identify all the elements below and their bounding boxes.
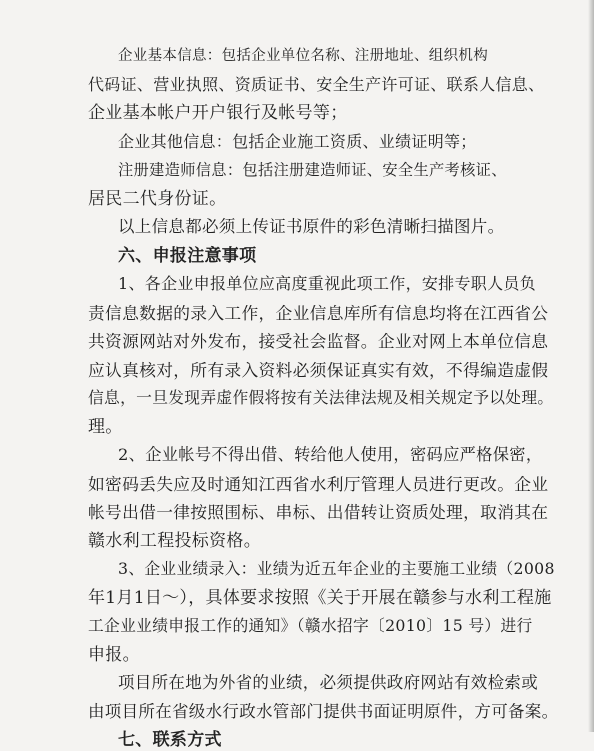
section-heading: 六、申报注意事项 [118,246,257,266]
text-line: 注册建造师信息：包括注册建造师证、安全生产考核证、 [118,161,507,179]
text-line: 居民二代身份证。 [88,189,227,209]
text-line: 理。 [88,417,123,437]
text-line: 2、企业帐号不得出借、转给他人使用，密码应严格保密， [118,445,543,464]
text-line: 如密码丢失应及时通知江西省水利厅管理人员进行更改。企业 [88,474,549,494]
text-line: 3、企业业绩录入：业绩为近五年企业的主要施工业绩（2008 [118,559,555,578]
text-line: 企业基本信息：包括企业单位名称、注册地址、组织机构 [118,48,488,64]
page-edge-shadow [588,0,594,732]
text-line: 企业其他信息：包括企业施工资质、业绩证明等； [118,132,477,151]
section-heading: 七、联系方式 [118,730,222,750]
text-line: 年1月1日～），具体要求按照《关于开展在赣参与水利工程施 [88,588,552,608]
text-line: 帐号出借一律按照围标、串标、出借转让资质处理，取消其在 [88,502,549,522]
text-line: 企业基本帐户开户银行及帐号等； [88,103,348,123]
text-line: 责信息数据的录入工作，企业信息库所有信息均将在江西省公 [88,303,549,323]
text-line: 代码证、营业执照、资质证书、安全生产许可证、联系人信息、 [88,75,545,94]
text-line: 信息，一旦发现弄虚作假将按有关法律法规及相关规定予以处理。 [88,388,554,407]
text-line: 1、各企业申报单位应高度重视此项工作，安排专职人员负 [118,274,536,293]
text-line: 以上信息都必须上传证书原件的彩色清晰扫描图片。 [118,217,505,236]
text-line: 由项目所在省级水行政水管部门提供书面证明原件，方可备案。 [88,702,559,721]
text-line: 项目所在地为外省的业绩，必须提供政府网站有效检索或 [118,673,538,692]
text-line: 应认真核对，所有录入资料必须保证真实有效，不得编造虚假 [88,360,549,380]
text-line: 工企业业绩申报工作的通知》（赣水招字〔2010〕15 号）进行 [88,616,533,635]
text-line: 申报。 [88,645,140,665]
text-line: 共资源网站对外发布，接受社会监督。企业对网上本单位信息 [88,331,549,351]
text-line: 赣水利工程投标资格。 [88,531,261,551]
